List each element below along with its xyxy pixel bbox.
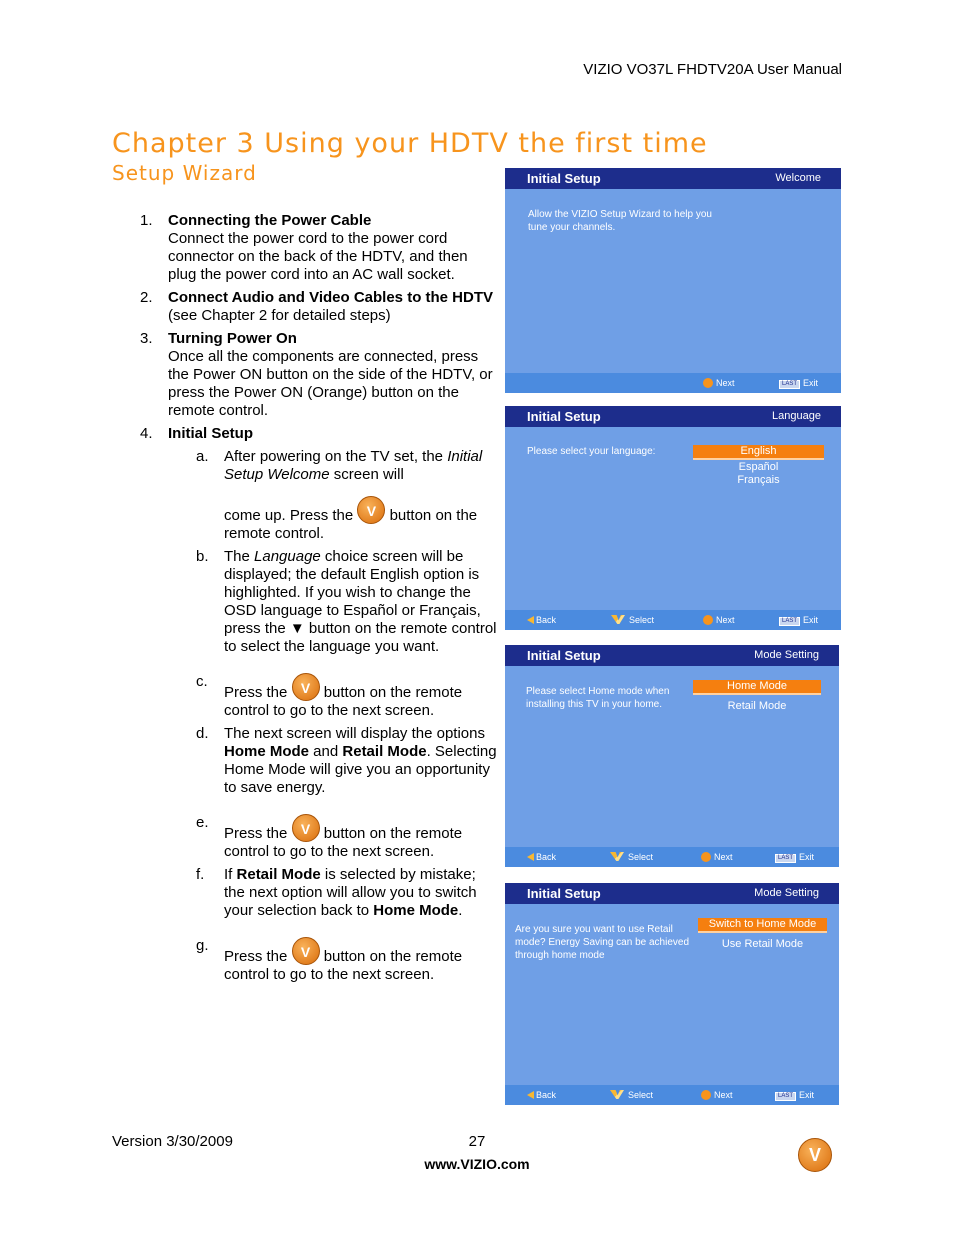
step-title: Connect Audio and Video Cables to the HDTV xyxy=(168,289,494,306)
last-icon: LAST xyxy=(775,854,796,863)
confirm-prompt: Are you sure you want to use Retail mode? Energy Saving can be achieved through home mode xyxy=(515,924,690,961)
vizio-button-icon xyxy=(292,673,320,701)
screen-footer: Next LAST Exit xyxy=(505,373,841,393)
section-title: Setup Wizard xyxy=(112,161,257,185)
screen-footer: Back Select Next LAST Exit xyxy=(505,610,841,630)
next-icon xyxy=(701,1090,711,1100)
vizio-button-icon xyxy=(292,814,320,842)
step-text: Once all the components are connected, press the Power ON button on the side of the HDTV, or press the Power ON (Orange) button on the remote control. xyxy=(168,348,493,419)
substep-d: d. The next screen will display the options Home Mode and Retail Mode. Selecting Home Mode will give you an opportunity to save energy. xyxy=(196,725,497,796)
next-icon xyxy=(701,852,711,862)
option-home-mode[interactable]: Home Mode xyxy=(693,680,821,695)
instructions xyxy=(140,212,500,989)
option-switch-home-mode[interactable]: Switch to Home Mode xyxy=(698,918,827,933)
back-icon xyxy=(527,1091,534,1099)
mode-screen xyxy=(505,645,839,867)
screen-footer: Back Select Next LAST Exit xyxy=(505,847,839,867)
option-francais[interactable]: Français xyxy=(737,474,780,486)
last-icon: LAST xyxy=(775,1092,796,1101)
step-text: Connect the power cord to the power cord connector on the back of the HDTV, and then plug the power cord into an AC wall socket. xyxy=(168,230,468,283)
step-text: (see Chapter 2 for detailed steps) xyxy=(168,307,391,324)
step-2: 2. Connect Audio and Video Cables to the HDTV (see Chapter 2 for detailed steps) xyxy=(140,289,494,324)
substep-c: c. Press the V button on the remote control to go to the next screen. xyxy=(168,673,500,720)
select-icon xyxy=(610,1090,624,1099)
substep-f: f. If Retail Mode is selected by mistake; the next option will allow you to switch your selection back to Home Mode. xyxy=(196,866,477,919)
screen-header: Initial Setup Language xyxy=(505,406,841,427)
version-text: Version 3/30/2009 xyxy=(112,1133,233,1150)
select-icon xyxy=(611,615,625,624)
mode-prompt: Please select Home mode when installing this TV in your home. xyxy=(526,686,670,710)
option-espanol[interactable]: Español xyxy=(738,461,779,473)
vizio-button-icon xyxy=(357,496,385,524)
last-icon: LAST xyxy=(779,380,800,389)
screen-header: Initial Setup Welcome xyxy=(505,168,841,189)
welcome-text: Allow the VIZIO Setup Wizard to help you tune your channels. xyxy=(528,209,712,233)
welcome-screen xyxy=(505,168,841,393)
screen-header: Initial Setup Mode Setting xyxy=(505,883,839,904)
manual-title: VIZIO VO37L FHDTV20A User Manual xyxy=(583,61,842,78)
option-retail-mode[interactable]: Retail Mode xyxy=(727,700,787,712)
back-icon xyxy=(527,853,534,861)
language-screen xyxy=(505,406,841,630)
step-4: 4. Initial Setup a. After powering on the TV set, the Initial Setup Welcome screen will come up. Press the V button on the remote control. b. The Language choice screen will be displayed; the default English option is highlighted. If you wish to change the OSD language to Español or Français, press the ▼ button on the remote control to select the language you want. c. Press the V button on the remote control to go to the next screen. d. The next screen will display the options Home Mode and Retail Mode. Selecting Home Mode will give you an opportunity to save energy. e. Press the V button on the remote control to go to the next screen. f. If Retail Mode is selected by mistake; the next option will allow you to switch your selection back to Home Mode. g. Press the V button on the remote control to go to the next screen. xyxy=(140,425,500,984)
page-number: 27 xyxy=(468,1133,486,1150)
back-icon xyxy=(527,616,534,624)
step-title: Connecting the Power Cable xyxy=(168,212,372,229)
next-icon xyxy=(703,378,713,388)
substep-g: g. Press the V button on the remote control to go to the next screen. xyxy=(168,937,500,984)
option-use-retail-mode[interactable]: Use Retail Mode xyxy=(721,938,804,950)
next-icon xyxy=(703,615,713,625)
screen-footer: Back Select Next LAST Exit xyxy=(505,1085,839,1105)
language-prompt: Please select your language: xyxy=(527,446,656,457)
chapter-title: Chapter 3 Using your HDTV the first time xyxy=(112,128,708,159)
vizio-button-icon xyxy=(292,937,320,965)
substep-b: b. The Language choice screen will be displayed; the default English option is highlighted. If you wish to change the OSD language to Español or Français, press the ▼ button on the remote control to select the language you want. xyxy=(196,548,497,655)
website-link[interactable]: www.VIZIO.com xyxy=(424,1156,530,1172)
step-3: 3. Turning Power On Once all the components are connected, press the Power ON button on the side of the HDTV, or press the Power ON (Orange) button on the remote control. xyxy=(140,330,493,419)
step-1: 1. Connecting the Power Cable Connect the power cord to the power cord connector on the back of the HDTV, and then plug the power cord into an AC wall socket. xyxy=(140,212,468,283)
screen-header: Initial Setup Mode Setting xyxy=(505,645,839,666)
last-icon: LAST xyxy=(779,617,800,626)
step-title: Initial Setup xyxy=(168,425,254,442)
step-title: Turning Power On xyxy=(168,330,297,347)
substep-e: e. Press the V button on the remote control to go to the next screen. xyxy=(168,814,500,861)
substep-a: a. After powering on the TV set, the Initial Setup Welcome screen will come up. Press the V button on the remote control. xyxy=(168,448,500,543)
select-icon xyxy=(610,852,624,861)
confirm-screen xyxy=(505,883,839,1105)
vizio-logo-icon xyxy=(798,1138,832,1172)
option-english[interactable]: English xyxy=(693,445,824,460)
